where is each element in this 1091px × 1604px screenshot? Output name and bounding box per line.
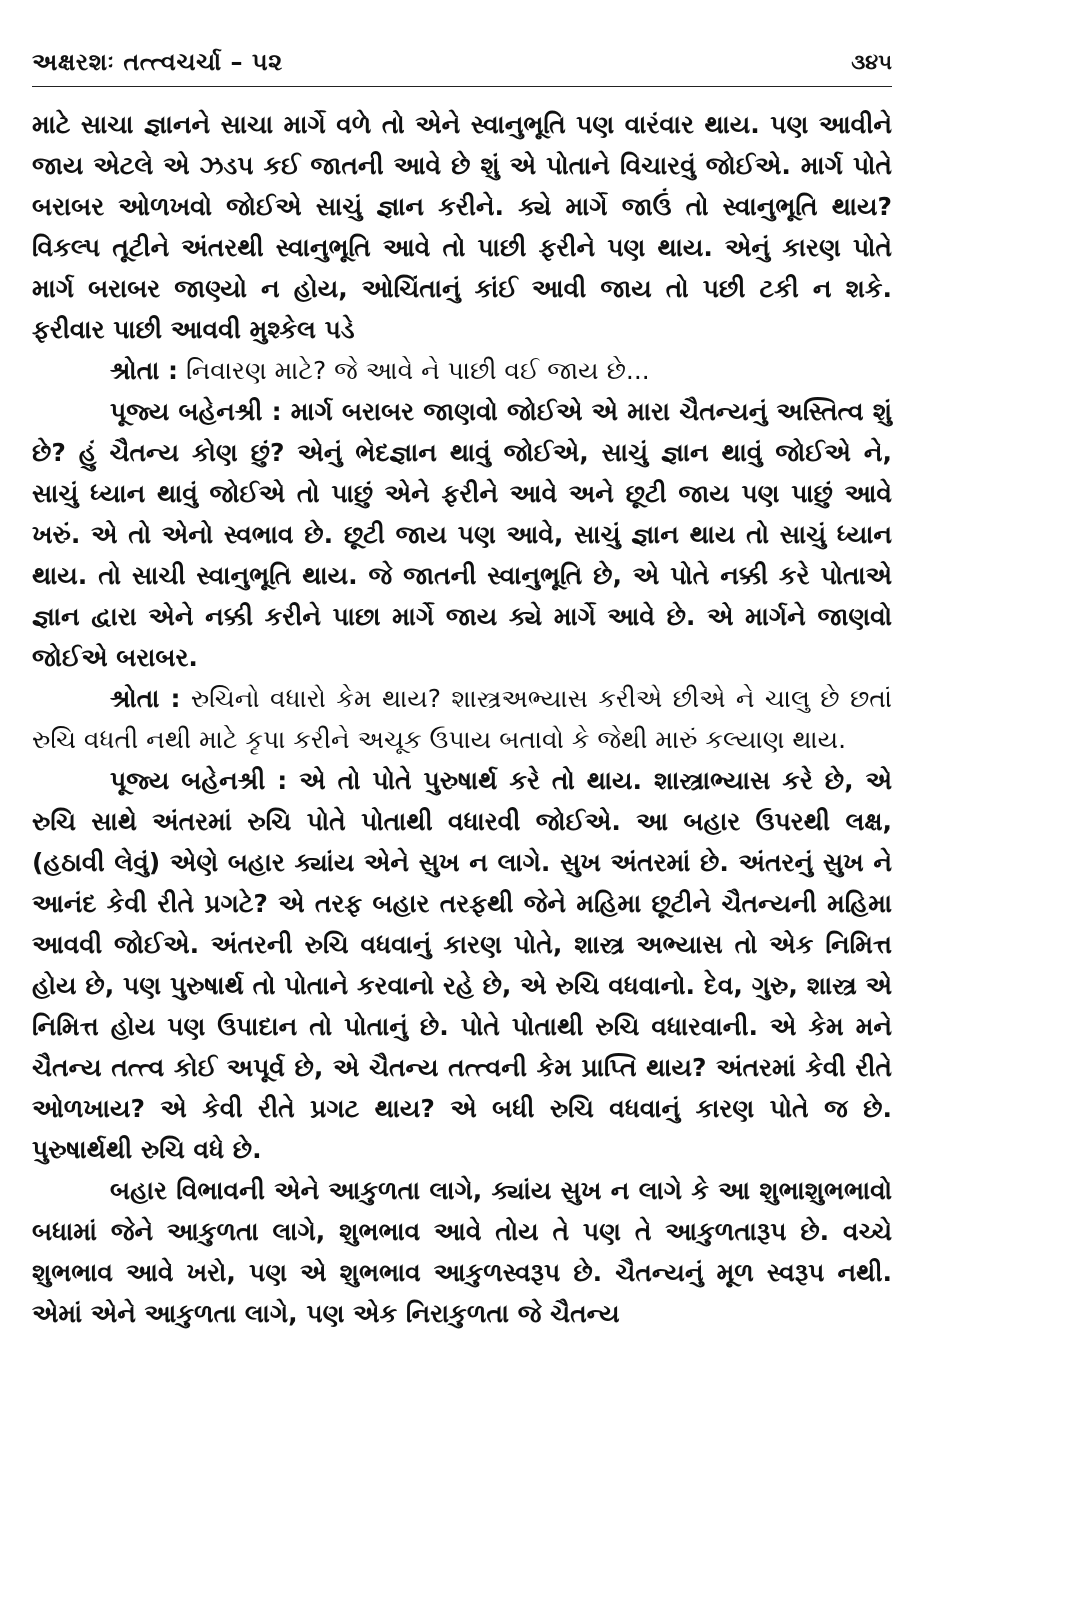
speaker-label: પૂજ્ય બહેનશ્રી : — [110, 397, 282, 426]
page-number: ૩૪૫ — [851, 50, 892, 74]
paragraph-6 — [32, 1170, 892, 1334]
speaker-label: શ્રોતા : — [110, 684, 181, 713]
paragraph-5 — [32, 760, 892, 1170]
paragraph-text: એ તો પોતે પુરુષાર્થ કરે તો થાય. શાસ્ત્રાભ્યાસ કરે છે, એ રુચિ સાથે અંતરમાં રુચિ પોતે પોતાથી વધારવી જોઈએ. આ બહાર ઉપરથી લક્ષ, (હઠાવી લેવું) એણે બહાર ક્યાંય એને સુખ ન લાગે. સુખ અંતરમાં છે. અંતરનું સુખ ને આનંદ કેવી રીતે પ્રગટે? એ તરફ બહાર તરફથી જેને મહિમા છૂટીને ચૈતન્યની મહિમા આવવી જોઈએ. અંતરની રુચિ વધવાનું કારણ પોતે, શાસ્ત્ર અભ્યાસ તો એક નિમિત્ત હોય છે, પણ પુરુષાર્થ તો પોતાને કરવાનો રહે છે, એ રુચિ વધવાનો. દેવ, ગુરુ, શાસ્ત્ર એ નિમિત્ત હોય પણ ઉપાદાન તો પોતાનું છે. પોતે પોતાથી રુચિ વધારવાની. એ કેમ મને ચૈતન્ય તત્ત્વ કોઈ અપૂર્વ છે, એ ચૈતન્ય તત્ત્વની કેમ પ્રાપ્તિ થાય? અંતરમાં કેવી રીતે ઓળખાય? એ કેવી રીતે પ્રગટ થાય? એ બધી રુચિ વધવાનું કારણ પોતે જ છે. પુરુષાર્થથી રુચિ વધે છે. — [32, 766, 892, 1164]
page-header — [32, 46, 892, 87]
paragraph-4 — [32, 678, 892, 760]
paragraph-1 — [32, 104, 892, 350]
running-title: અક્ષરશઃ તત્ત્વચર્ચા – ૫૨ — [32, 48, 283, 76]
paragraph-text: રુચિનો વધારો કેમ થાય? શાસ્ત્રઅભ્યાસ કરીએ છીએ ને ચાલુ છે છતાં રુચિ વધતી નથી માટે કૃપા કરીને અચૂક ઉપાય બતાવો કે જેથી મારું કલ્યાણ થાય. — [32, 684, 892, 754]
paragraph-text: માર્ગ બરાબર જાણવો જોઈએ એ મારા ચૈતન્યનું અસ્તિત્વ શું છે? હું ચૈતન્ય કોણ છું? એનું ભેદજ્ઞાન થાવું જોઈએ, સાચું જ્ઞાન થાવું જોઈએ ને, સાચું ધ્યાન થાવું જોઈએ તો પાછું એને ફરીને આવે અને છૂટી જાય પણ પાછું આવે ખરું. એ તો એનો સ્વભાવ છે. છૂટી જાય પણ આવે, સાચું જ્ઞાન થાય તો સાચું ધ્યાન થાય. તો સાચી સ્વાનુભૂતિ થાય. જે જાતની સ્વાનુભૂતિ છે, એ પોતે નક્કી કરે પોતાએ જ્ઞાન દ્વારા એને નક્કી કરીને પાછા માર્ગે જાય ક્યે માર્ગે આવે છે. એ માર્ગને જાણવો જોઈએ બરાબર. — [32, 397, 892, 672]
speaker-label: પૂજ્ય બહેનશ્રી : — [110, 766, 288, 795]
paragraph-text: નિવારણ માટે? જે આવે ને પાછી વઈ જાય છે... — [178, 356, 650, 385]
speaker-label: શ્રોતા : — [110, 356, 179, 385]
paragraph-text: માટે સાચા જ્ઞાનને સાચા માર્ગે વળે તો એને સ્વાનુભૂતિ પણ વારંવાર થાય. પણ આવીને જાય એટલે એ ઝડપ કઈ જાતની આવે છે શું એ પોતાને વિચારવું જોઈએ. માર્ગ પોતે બરાબર ઓળખવો જોઈએ સાચું જ્ઞાન કરીને. ક્યે માર્ગે જાઉં તો સ્વાનુભૂતિ થાય? વિકલ્પ તૂટીને અંતરથી સ્વાનુભૂતિ આવે તો પાછી ફરીને પણ થાય. એનું કારણ પોતે માર્ગ બરાબર જાણ્યો ન હોય, ઓચિંતાનું કાંઈ આવી જાય તો પછી ટકી ન શકે. ફરીવાર પાછી આવવી મુશ્કેલ પડે — [32, 110, 892, 344]
paragraph-2 — [32, 350, 892, 391]
paragraph-3 — [32, 391, 892, 678]
page-body — [32, 104, 892, 1334]
paragraph-text: બહાર વિભાવની એને આકુળતા લાગે, ક્યાંય સુખ ન લાગે કે આ શુભાશુભભાવો બધામાં જેને આકુળતા લાગે, શુભભાવ આવે તોય તે પણ તે આકુળતારૂપ છે. વચ્ચે શુભભાવ આવે ખરો, પણ એ શુભભાવ આકુળસ્વરૂપ છે. ચૈતન્યનું મૂળ સ્વરૂપ નથી. એમાં એને આકુળતા લાગે, પણ એક નિરાકુળતા જે ચૈતન્ય — [32, 1176, 892, 1328]
